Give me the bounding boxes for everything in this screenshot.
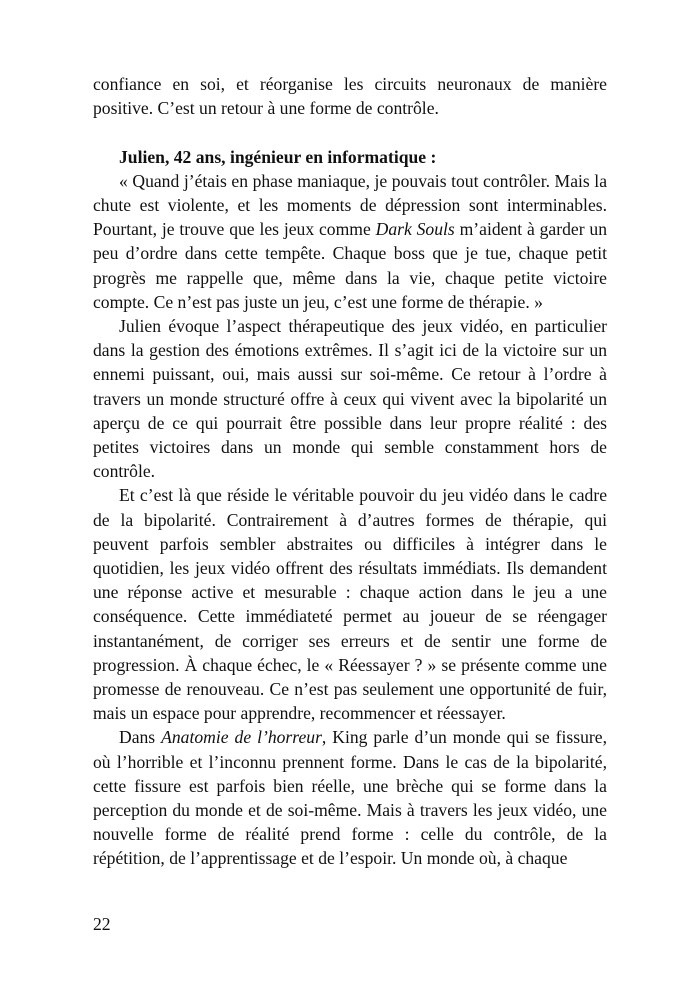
paragraph-testimony	[93, 169, 607, 314]
page-number: 22	[93, 914, 111, 934]
paragraph-game-power: Et c’est là que réside le véritable pouvoir du jeu vidéo dans le cadre de la bipolarité. Contrairement à d’autres formes de thérapie, qui peuvent parfois sembler abstraites ou difficiles à intégrer dans le quotidien, les jeux vidéo offrent des résultats immédiats. Ils demandent une réponse active et mesurable : chaque action dans le jeu a une conséquence. Cette immédiateté permet au joueur de se réengager instantanément, de corriger ses erreurs et de sentir une forme de progression. À chaque échec, le « Réessayer ? » se présente comme une promesse de renouveau. Ce n’est pas seulement une opportunité de fuir, mais un espace pour apprendre, recommencer et réessayer.	[93, 485, 607, 724]
page-body	[93, 72, 607, 871]
paragraph-spacer	[93, 120, 607, 144]
paragraph-analysis: Julien évoque l’aspect thérapeutique des jeux vidéo, en particulier dans la gestion des émotions extrêmes. Il s’agit ici de la victoire sur un ennemi puissant, oui, mais aussi sur soi-même. Ce retour à l’ordre à travers un monde structuré offre à ceux qui vivent avec la bipolarité un aperçu de ce qui pourrait être possible dans leur propre réalité : des petites victoires dans un monde qui semble constamment hors de contrôle.	[93, 316, 607, 482]
testimony-text-end: m’aident à garder un peu d’ordre dans cette tempête. Chaque boss que je tue, chaque petit progrès me rappelle que, même dans la vie, chaque petite victoire compte. Ce n’est pas juste un jeu, c’est une forme de thérapie. »	[93, 219, 607, 312]
book-title-anatomie: Anatomie de l’horreur	[161, 727, 322, 748]
king-text-start: Dans	[119, 727, 162, 748]
testimony-text-start: « Quand j’étais en phase maniaque, je pouvais tout contrôler. Mais la chute est violente, et les moments de dépression sont interminables. Pourtant, je trouve que les jeux comme	[93, 170, 607, 240]
paragraph-intro: confiance en soi, et réorganise les circuits neuronaux de manière positive. C’est un retour à une forme de contrôle.	[93, 74, 607, 119]
king-text-end: , King parle d’un monde qui se fissure, où l’horrible et l’inconnu prennent forme. Dans le cas de la bipolarité, cette fissure est parfois bien réelle, une brèche qui se forme dans la perception du monde et de soi-même. Mais à travers les jeux vidéo, une nouvelle forme de réalité prend forme : celle du contrôle, de la répétition, de l’apprentissage et de l’espoir. Un monde où, à chaque	[93, 727, 607, 869]
testimony-heading: Julien, 42 ans, ingénieur en informatique :	[119, 146, 437, 167]
game-title-dark-souls: Dark Souls	[375, 219, 455, 240]
paragraph-king	[93, 725, 607, 870]
